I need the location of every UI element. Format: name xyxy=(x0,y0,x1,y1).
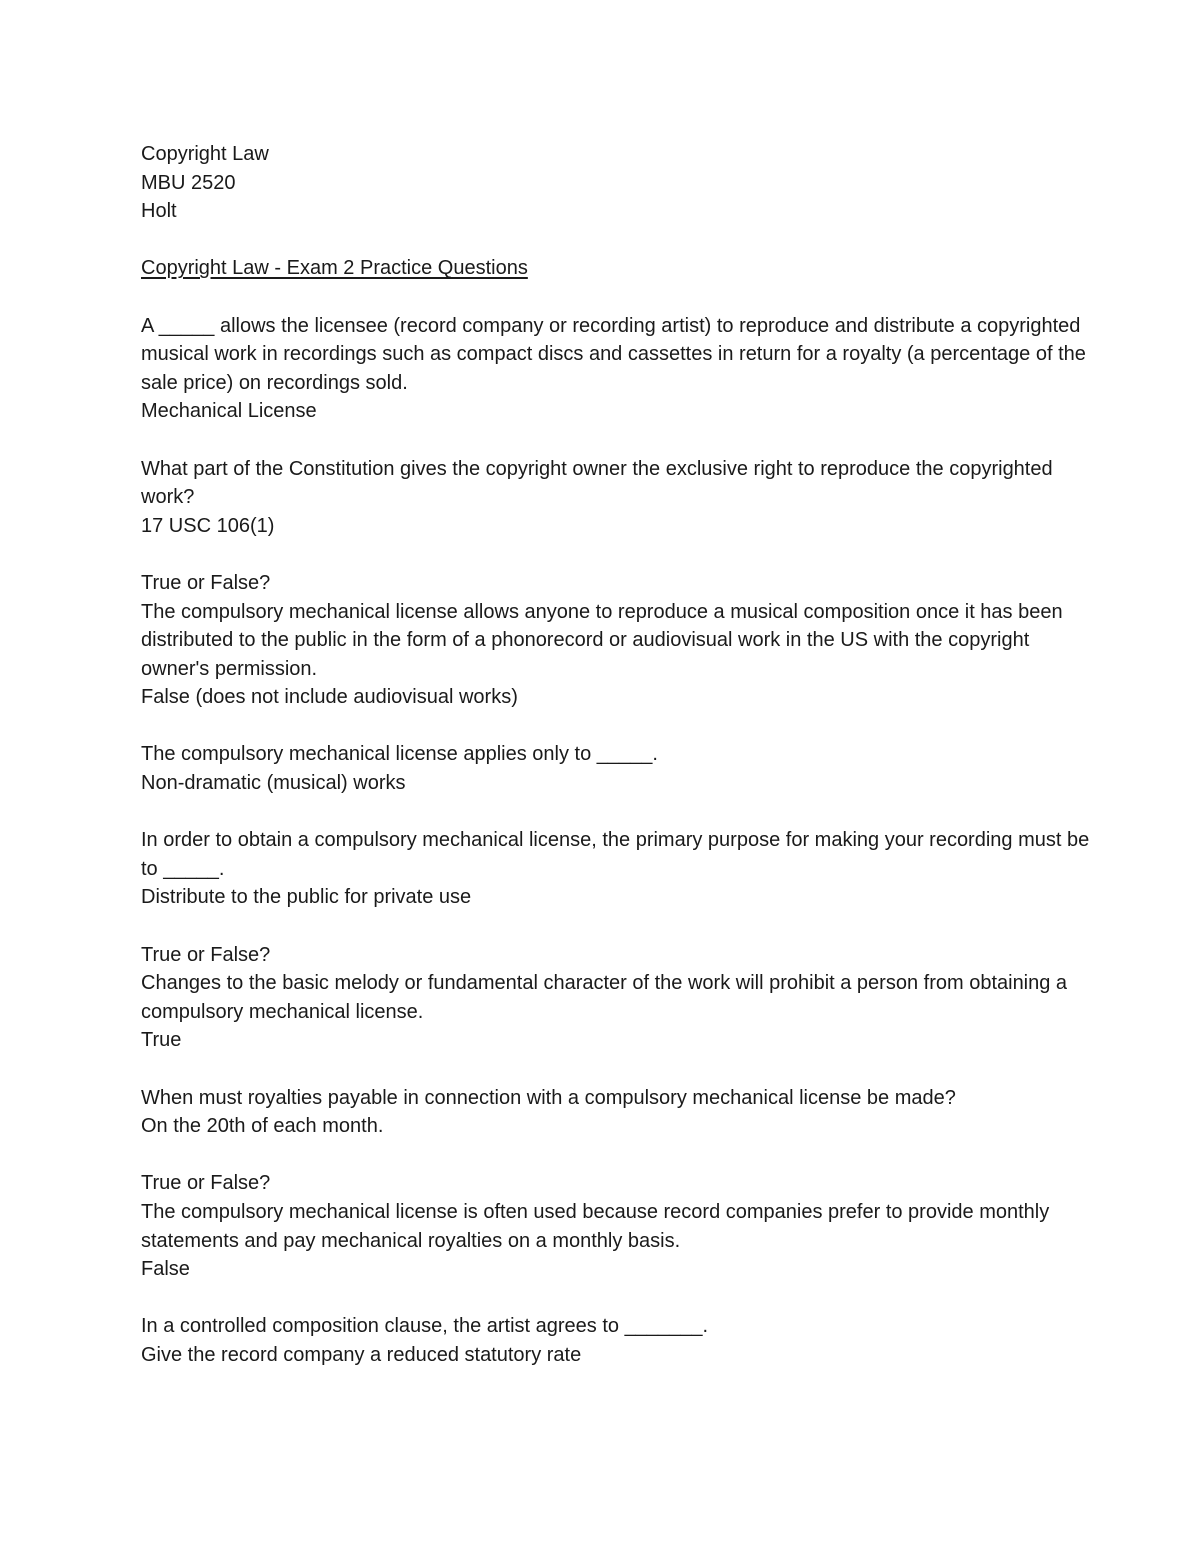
spacer xyxy=(141,712,1101,741)
question-prompt: In a controlled composition clause, the artist agrees to _______. xyxy=(141,1315,709,1338)
question-prompt: The compulsory mechanical license applies only to _____. xyxy=(141,743,658,766)
question-item xyxy=(141,1312,1101,1369)
question-item xyxy=(141,312,1101,426)
question-prompt: The compulsory mechanical license allows anyone to reproduce a musical composition once it has been distributed to the public in the form of a phonorecord or audiovisual work in the US with the copyright owner's permission. xyxy=(141,600,1069,680)
document-header xyxy=(141,140,1101,226)
question-answer: False xyxy=(141,1258,190,1281)
question-item xyxy=(141,941,1101,1055)
question-answer: Distribute to the public for private use xyxy=(141,886,472,909)
document-title: Copyright Law - Exam 2 Practice Questions xyxy=(141,257,528,280)
spacer xyxy=(141,283,1101,312)
question-item xyxy=(141,455,1101,541)
spacer xyxy=(141,540,1101,569)
question-prompt: The compulsory mechanical license is often used because record companies prefer to provide monthly statements and pay mechanical royalties on a monthly basis. xyxy=(141,1200,1055,1252)
question-label: True or False? xyxy=(141,571,271,594)
question-answer: On the 20th of each month. xyxy=(141,1115,384,1138)
question-answer: False (does not include audiovisual works) xyxy=(141,686,518,709)
question-prompt: Changes to the basic melody or fundamental character of the work will prohibit a person from obtaining a compulsory mechanical license. xyxy=(141,972,1073,1023)
spacer xyxy=(141,798,1101,827)
question-prompt: A _____ allows the licensee (record company or recording artist) to reproduce and distribute a copyrighted musical work in recordings such as compact discs and cassettes in return for a royalty (a percentage of the sale price) on recordings sold. xyxy=(141,314,1092,394)
question-answer: Give the record company a reduced statutory rate xyxy=(141,1343,582,1366)
course-code: MBU 2520 xyxy=(141,171,236,194)
spacer xyxy=(141,912,1101,941)
question-prompt: When must royalties payable in connection with a compulsory mechanical license be made? xyxy=(141,1086,956,1109)
question-label: True or False? xyxy=(141,1172,271,1195)
spacer xyxy=(141,226,1101,255)
course-name: Copyright Law xyxy=(141,143,269,165)
instructor-name: Holt xyxy=(141,200,177,223)
spacer xyxy=(141,426,1101,455)
question-item xyxy=(141,569,1101,712)
question-prompt: What part of the Constitution gives the copyright owner the exclusive right to reproduce the copyrighted work? xyxy=(141,457,1059,509)
question-label: True or False? xyxy=(141,943,271,966)
question-prompt: In order to obtain a compulsory mechanical license, the primary purpose for making your recording must be to _____. xyxy=(141,829,1095,880)
question-answer: True xyxy=(141,1029,182,1052)
question-answer: Mechanical License xyxy=(141,400,317,423)
question-item xyxy=(141,826,1101,912)
question-answer: 17 USC 106(1) xyxy=(141,514,275,537)
spacer xyxy=(141,1055,1101,1084)
spacer xyxy=(141,1141,1101,1170)
spacer xyxy=(141,1284,1101,1313)
document-page xyxy=(141,140,1101,1370)
question-item xyxy=(141,1084,1101,1141)
question-answer: Non-dramatic (musical) works xyxy=(141,772,406,795)
question-item xyxy=(141,1169,1101,1283)
question-item xyxy=(141,740,1101,797)
